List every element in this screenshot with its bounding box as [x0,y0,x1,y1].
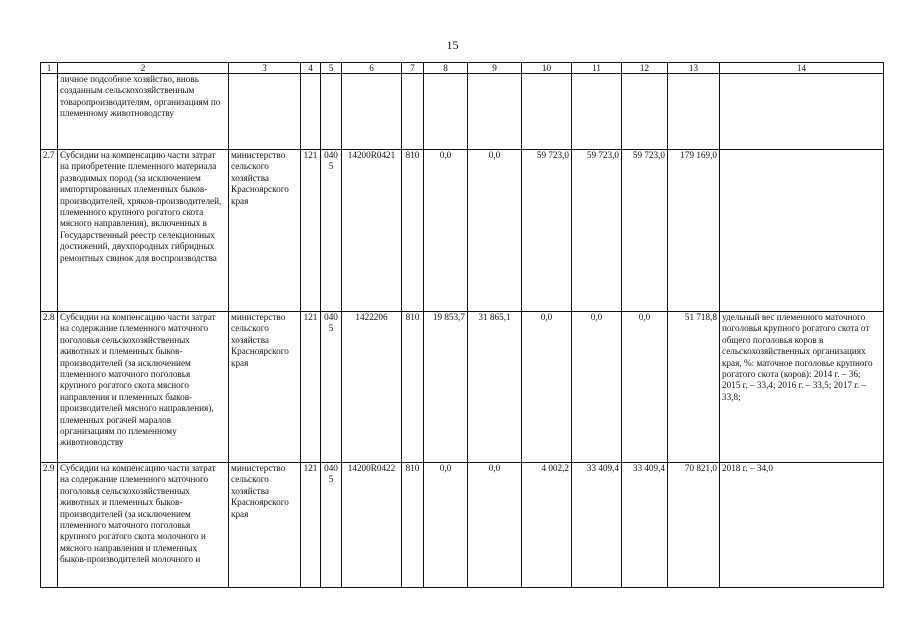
rzpr-code: 0405 [321,312,342,463]
rzpr-code: 0405 [321,150,342,312]
column-header: 6 [342,63,402,74]
measure-name: Субсидии на компенсацию части затрат на содержание племенного маточного поголовья сельскохозяйственных животных и племенных быков-производителей (за исключением племенного маточного поголовья крупного рогатого скота мясного направления и племенных быков-производителей мясного направления), племенных рогачей маралов организациям по племенному животноводству [58,312,229,463]
grbs-code: 121 [301,312,321,463]
vr-code [402,74,424,150]
column-header: 7 [402,63,424,74]
column-header: 3 [229,63,301,74]
column-header: 4 [301,63,321,74]
amount-2014: 0,0 [424,463,468,588]
column-header: 14 [720,63,884,74]
amount-2018: 59 723,0 [622,150,668,312]
csr-code [342,74,402,150]
amount-2017 [572,74,622,150]
amount-2016: 0,0 [522,312,572,463]
amount-2017: 33 409,4 [572,463,622,588]
amount-2017: 0,0 [572,312,622,463]
row-number: 2.9 [41,463,58,588]
table-row [41,74,884,150]
column-header: 8 [424,63,468,74]
measure-name: Субсидии на компенсацию части затрат на содержание племенного маточного поголовья сельскохозяйственных животных и племенных быков-производителей (за исключением племенного маточного поголовья крупного рогатого скота молочного и мясного направления и племенных быков-производителей молочного и [58,463,229,588]
rzpr-code [321,74,342,150]
grbs-code: 121 [301,463,321,588]
amount-2016: 4 002,2 [522,463,572,588]
amount-2015: 0,0 [468,463,522,588]
amount-total [668,74,720,150]
column-header: 12 [622,63,668,74]
vr-code: 810 [402,463,424,588]
indicator [720,150,884,312]
amount-total: 179 169,0 [668,150,720,312]
executor: министерство сельского хозяйства Красноярского края [229,312,301,463]
amount-2014: 0,0 [424,150,468,312]
indicator: 2018 г. – 34,0 [720,463,884,588]
amount-total: 70 821,0 [668,463,720,588]
csr-code: 1422206 [342,312,402,463]
measure-name: Субсидии на компенсацию части затрат на приобретение племенного материала разводимых пород (за исключением импортированных племенных быков-производителей, хряков-производителей, племенного крупного рогатого скота мясного направления), включенных в Государственный реестр селекционных достижений, двухпородных гибридных ремонтных свинок для воспроизводства [58,150,229,312]
csr-code: 14200R0421 [342,150,402,312]
indicator [720,74,884,150]
csr-code: 14200R0422 [342,463,402,588]
amount-2015: 31 865,1 [468,312,522,463]
column-header: 2 [58,63,229,74]
column-header: 13 [668,63,720,74]
amount-2017: 59 723,0 [572,150,622,312]
executor: министерство сельского хозяйства Красноярского края [229,150,301,312]
vr-code: 810 [402,312,424,463]
page-number: 15 [446,38,459,52]
amount-2015 [468,74,522,150]
measure-name: личное подсобное хозяйство, вновь созданным сельскохозяйственным товаропроизводителям, организациям по племенному животноводству [58,74,229,150]
executor [229,74,301,150]
amount-2015: 0,0 [468,150,522,312]
amount-total: 51 718,8 [668,312,720,463]
column-header: 10 [522,63,572,74]
amount-2014: 19 853,7 [424,312,468,463]
column-header: 9 [468,63,522,74]
amount-2016: 59 723,0 [522,150,572,312]
table-row [41,463,884,588]
budget-table [40,62,884,588]
rzpr-code: 0405 [321,463,342,588]
column-header: 11 [572,63,622,74]
grbs-code [301,74,321,150]
vr-code: 810 [402,150,424,312]
table-row [41,312,884,463]
table-row [41,150,884,312]
amount-2014 [424,74,468,150]
column-header: 5 [321,63,342,74]
amount-2016 [522,74,572,150]
executor: министерство сельского хозяйства Красноярского края [229,463,301,588]
indicator: удельный вес племенного маточного поголовья крупного рогатого скота от общего поголовья коров в сельскохозяйственных организациях края, %: маточное поголовье крупного рогатого скота (коров): 2014 г. – 36; 2015 г. – 33,4; 2016 г. – 33,5; 2017 г. – 33,8; [720,312,884,463]
amount-2018 [622,74,668,150]
grbs-code: 121 [301,150,321,312]
row-number [41,74,58,150]
amount-2018: 33 409,4 [622,463,668,588]
column-header: 1 [41,63,58,74]
row-number: 2.8 [41,312,58,463]
amount-2018: 0,0 [622,312,668,463]
row-number: 2.7 [41,150,58,312]
header-row [41,63,884,74]
